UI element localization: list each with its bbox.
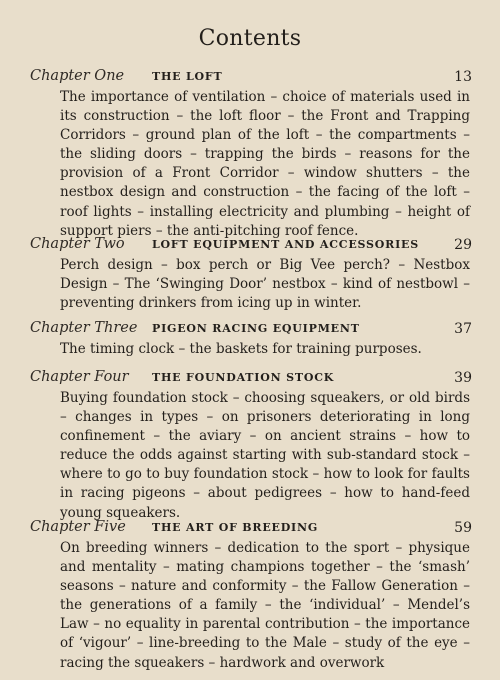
chapter-label: Chapter Four <box>30 369 129 385</box>
chapter-description: On breeding winners – dedication to the sport – physique and mentality – mating champions together – the ‘smash’ seasons – nature and conformity – the Fallow Generation – the generations of a family – the ‘individual’ – Mendel’s Law – no equality in parental contribution – the importance of ‘vigour’ – line-breeding to the Male – study of the eye – racing the squeakers – hardwork and overwork <box>60 540 470 671</box>
chapter-page-number: 59 <box>454 520 472 536</box>
chapter-entry-two <box>0 236 500 313</box>
chapter-label: Chapter Five <box>30 519 126 535</box>
chapter-page-number: 13 <box>454 69 472 85</box>
chapter-label: Chapter Two <box>30 236 125 252</box>
chapter-description: Perch design – box perch or Big Vee perch? – Nestbox Design – The ‘Swinging Door’ nestbox – kind of nestbowl – preventing drinkers from icing up in winter. <box>60 257 470 312</box>
chapter-title: THE LOFT <box>152 70 223 83</box>
page-title: Contents <box>198 26 302 51</box>
chapter-page-number: 39 <box>454 370 472 386</box>
chapter-label: Chapter Three <box>30 320 138 336</box>
chapter-description: The importance of ventilation – choice of materials used in its construction – the loft floor – the Front and Trapping Corridors – ground plan of the loft – the compartments – the sliding doors – trapping the birds – reasons for the provision of a Front Corridor – window shutters – the nestbox design and construction – the facing of the loft – roof lights – installing electricity and plumbing – height of support piers – the anti-pitching roof fence. <box>60 89 470 239</box>
chapter-entry-one <box>0 68 500 241</box>
chapter-title: LOFT EQUIPMENT AND ACCESSORIES <box>152 238 419 251</box>
chapter-title: THE ART OF BREEDING <box>152 521 319 534</box>
chapter-title: PIGEON RACING EQUIPMENT <box>152 322 360 335</box>
chapter-heading <box>0 320 500 340</box>
chapter-page-number: 37 <box>454 321 472 337</box>
chapter-description: The timing clock – the baskets for training purposes. <box>60 341 422 357</box>
chapter-heading <box>0 519 500 539</box>
chapter-title: THE FOUNDATION STOCK <box>152 371 335 384</box>
chapter-heading <box>0 236 500 256</box>
chapter-entry-four <box>0 369 500 523</box>
chapter-description: Buying foundation stock – choosing squeakers, or old birds – changes in types – on prisoners deteriorating in long confinement – the aviary – on ancient strains – how to reduce the odds against starting with sub-standard stock – where to go to buy foundation stock – how to look for faults in racing pigeons – about pedigrees – how to hand-feed young squeakers. <box>60 390 470 521</box>
chapter-entry-five <box>0 519 500 673</box>
chapter-heading <box>0 369 500 389</box>
chapter-heading <box>0 68 500 88</box>
chapter-page-number: 29 <box>454 237 472 253</box>
chapter-entry-three <box>0 320 500 359</box>
chapter-label: Chapter One <box>30 68 125 84</box>
